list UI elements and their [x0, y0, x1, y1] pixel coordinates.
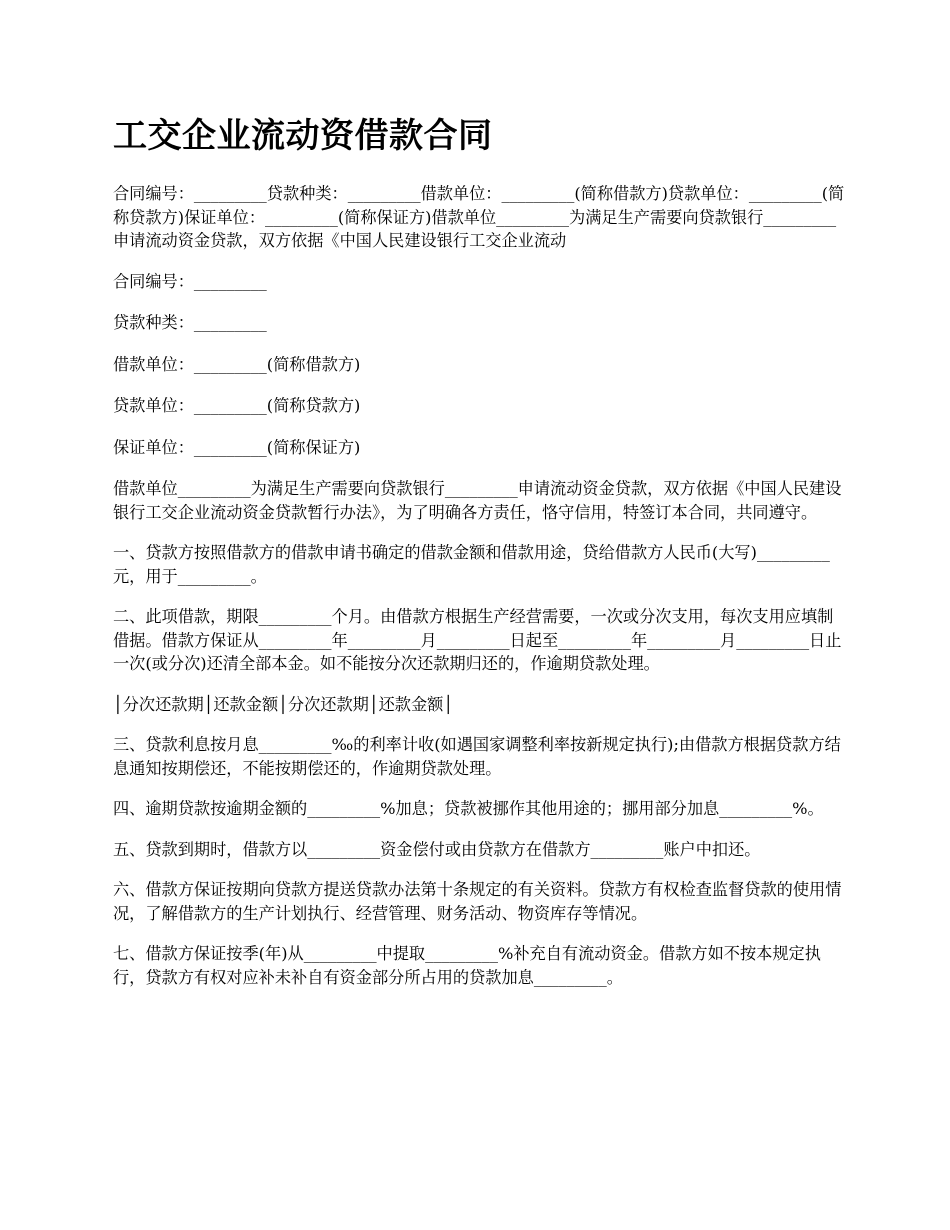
borrower-line: 借款单位：_________(简称借款方) — [113, 354, 361, 374]
lender-line: 贷款单位：_________(简称贷款方) — [113, 396, 361, 415]
preamble-paragraph: 借款单位_________为满足生产需要向贷款银行_________申请流动资金贷款，双方依据《中国人民建设银行工交企业流动资金贷款暂行办法》，为了明确各方责任，恪守信用，特签订本合同，共同遵守。 — [113, 479, 842, 522]
clause-1: 一、贷款方按照借款方的借款申请书确定的借款金额和借款用途，贷给借款方人民币(大写)_________元，用于_________。 — [113, 543, 830, 586]
clause-7: 七、借款方保证按季(年)从_________中提取_________%补充自有流动资金。借款方如不按本规定执行，贷款方有权对应补未补自有资金部分所占用的贷款加息_________。 — [113, 944, 821, 987]
document-page — [113, 112, 848, 1006]
repayment-table-header: │分次还款期│还款金额│分次还款期│还款金额│ — [113, 694, 454, 714]
intro-summary-paragraph: 合同编号：_________贷款种类：_________借款单位：_________(简称借款方)贷款单位：_________(简称贷款方)保证单位：_________(简称保证方)借款单位_________为满足生产需要向贷款银行_________申请流动资金贷款，双方依据《中国人民建设银行工交企业流动 — [113, 184, 845, 250]
clause-3: 三、贷款利息按月息_________‰的利率计收(如遇国家调整利率按新规定执行);由借款方根据贷款方结息通知按期偿还，不能按期偿还的，作逾期贷款处理。 — [113, 735, 841, 778]
clause-6: 六、借款方保证按期向贷款方提送贷款办法第十条规定的有关资料。贷款方有权检查监督贷款的使用情况，了解借款方的生产计划执行、经营管理、财务活动、物资库存等情况。 — [113, 880, 842, 923]
clause-5: 五、贷款到期时，借款方以_________资金偿付或由贷款方在借款方_________账户中扣还。 — [113, 839, 761, 859]
loan-type-line: 贷款种类：_________ — [113, 313, 267, 332]
contract-number-line: 合同编号：_________ — [113, 271, 267, 291]
document-title: 工交企业流动资借款合同 — [113, 116, 493, 156]
clause-2: 二、此项借款，期限_________个月。由借款方根据生产经营需要，一次或分次支用，每次支用应填制借据。借款方保证从_________年_________月_________日起至_________年_________月_________日止一次(或分次)还清全部本金。如不能按分次还款期归还的，作逾期贷款处理。 — [113, 607, 842, 673]
clause-4: 四、逾期贷款按逾期金额的_________%加息；贷款被挪作其他用途的；挪用部分加息_________%。 — [113, 799, 824, 818]
guarantor-line: 保证单位：_________(简称保证方) — [113, 437, 361, 457]
